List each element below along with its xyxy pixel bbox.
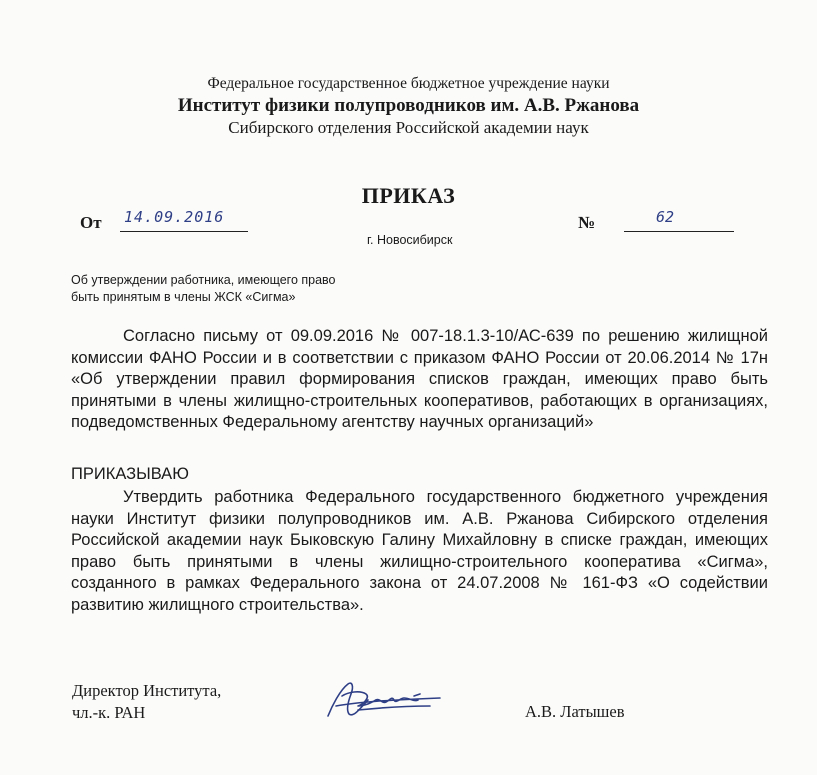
handwritten-signature [318,676,448,726]
date-underline [120,231,248,232]
date-value-handwritten: 14.09.2016 [124,208,225,226]
city-label: г. Новосибирск [367,233,453,247]
number-value-handwritten: 62 [656,208,675,226]
director-title-line: Директор Института, [72,681,222,700]
header-branch-name: Сибирского отделения Российской академии наук [228,118,589,137]
signer-name: А.В. Латышев [525,702,625,721]
body-paragraph-decision [71,487,768,616]
header-organization-type: Федеральное государственное бюджетное учреждение науки [207,75,610,92]
order-word: ПРИКАЗЫВАЮ [71,465,189,483]
paragraph-text: Согласно письму от 09.09.2016 № 007-18.1.3-10/АС-639 по решению жилищной комиссии ФАНО России и в соответствии с приказом ФАНО России от 20.06.2014 № 17н «Об утверждении правил формирования списков граждан, имеющих право быть принятыми в члены жилищно-строительных кооперативов, работающих в организациях, подведомственных Федеральному агентству научных организаций» [71,327,768,431]
date-label: От [80,213,102,232]
subject-block [71,272,411,306]
number-underline [624,231,734,232]
header-institute-name: Институт физики полупроводников им. А.В. Ржанова [177,95,640,116]
document-title: ПРИКАЗ [361,183,456,208]
body-paragraph-basis [71,326,768,434]
director-title-line: чл.-к. РАН [72,703,146,722]
subject-line: быть принятым в члены ЖСК «Сигма» [71,290,296,304]
paragraph-text: Утвердить работника Федерального государственного бюджетного учреждения науки Институт физики полупроводников им. А.В. Ржанова Сибирского отделения Российской академии наук Быковскую Галину Михайловну в списке граждан, имеющих право быть принятыми в члены жилищно-строительного кооператива «Сигма», созданного в рамках Федерального закона от 24.07.2008 № 161-ФЗ «О содействии развитию жилищного строительства». [71,488,768,614]
number-label: № [578,213,596,232]
director-title [72,680,221,724]
subject-line: Об утверждении работника, имеющего право [71,273,336,287]
